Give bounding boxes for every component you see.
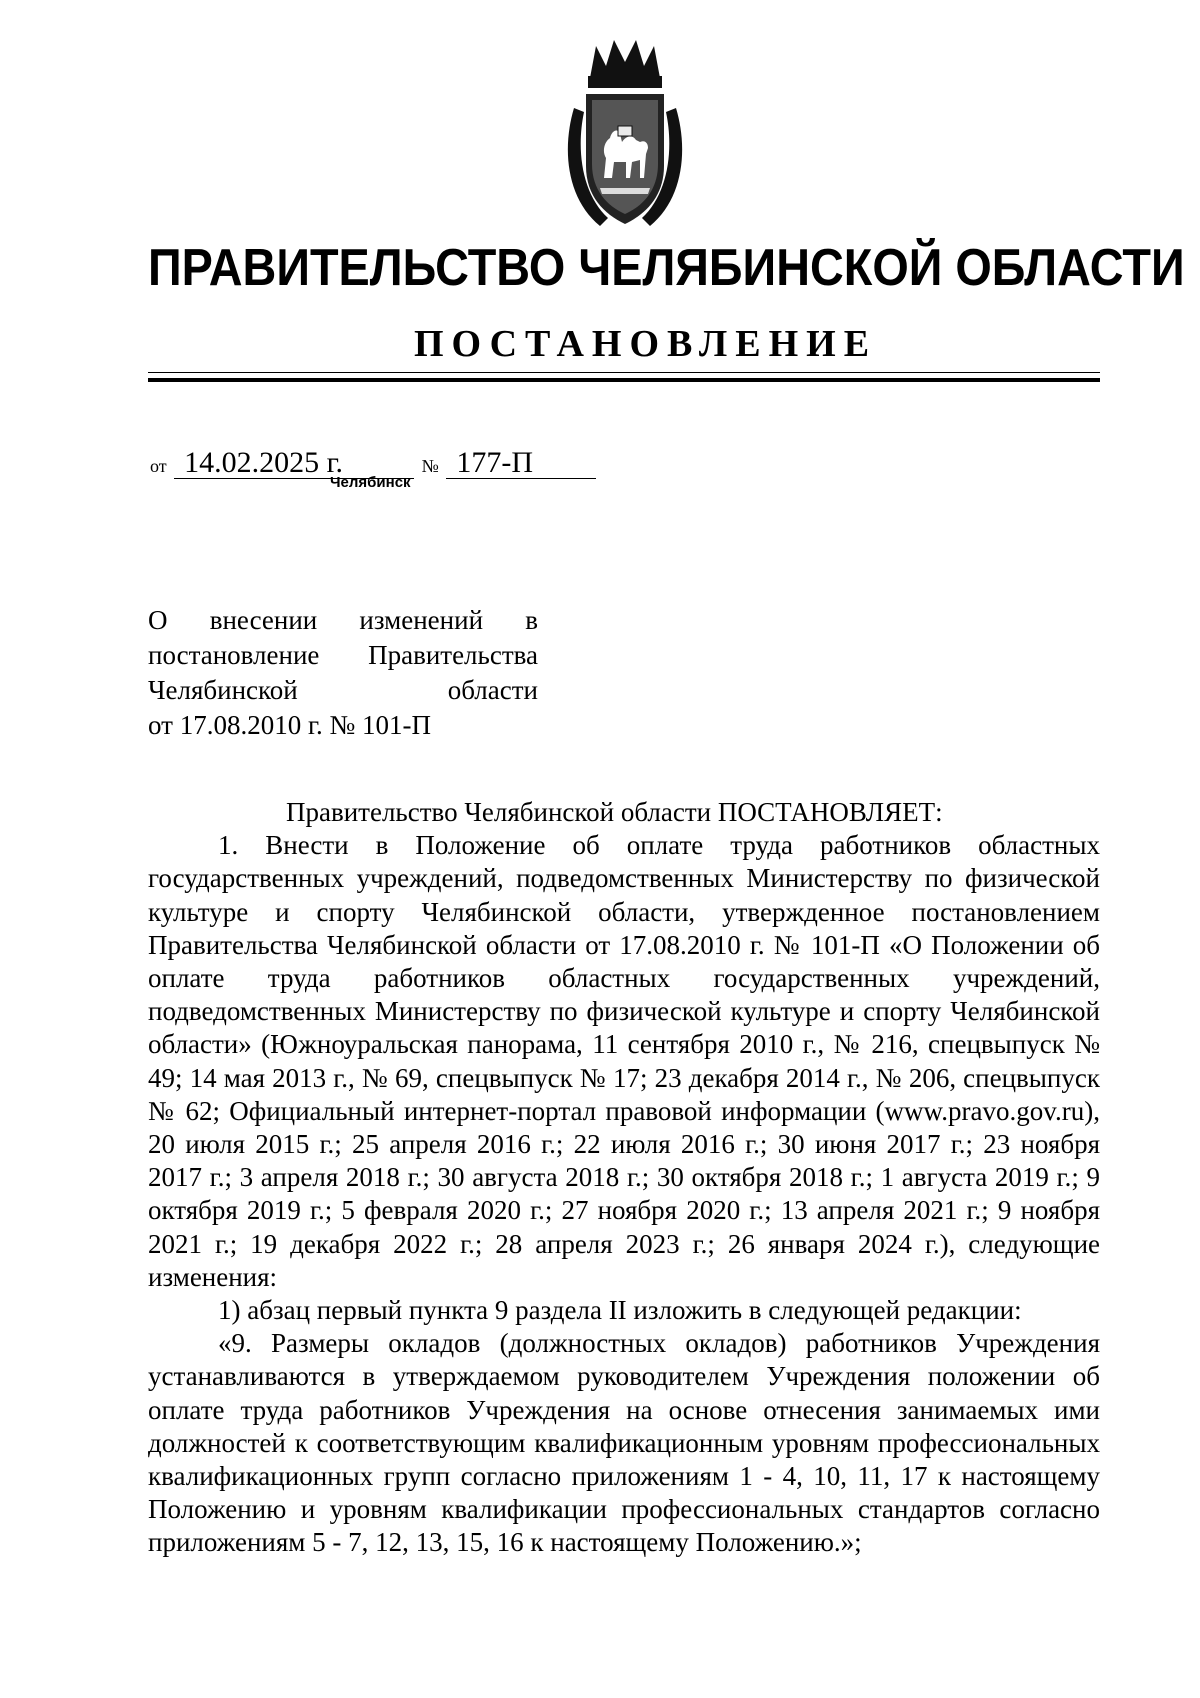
paragraph-point-1: 1. Внести в Положение об оплате труда работников областных государственных учреждений, подведомственных Министерству по физической культуре и спорту Челябинской области, утвержденное постановлением Правительства Челябинской области от 17.08.2010 г. № 101-П «О Положении об оплате труда работников областных государственных учреждений, подведомственных Министерству по физической культуре и спорту Челябинской области» (Южноуральская панорама, 11 сентября 2010 г., № 216, спецвыпуск № 49; 14 мая 2013 г., № 69, спецвыпуск № 17; 23 декабря 2014 г., № 206, спецвыпуск № 62; Официальный интернет-портал правовой информации (www.pravo.gov.ru), 20 июля 2015 г.; 25 апреля 2016 г.; 22 июля 2016 г.; 30 июня 2017 г.; 23 ноября 2017 г.; 3 апреля 2018 г.; 30 августа 2018 г.; 30 октября 2018 г.; 1 августа 2019 г.; 9 октября 2019 г.; 5 февраля 2020 г.; 27 ноября 2020 г.; 13 апреля 2021 г.; 9 ноября 2021 г.; 19 декабря 2022 г.; 28 апреля 2023 г.; 26 января 2024 г.), следующие изменения: — [148, 830, 1100, 1292]
document-city: Челябинск — [330, 474, 411, 491]
subject-line: Челябинской области — [148, 675, 538, 705]
subject-line: от 17.08.2010 г. № 101-П — [148, 710, 431, 740]
document-subject — [148, 603, 538, 743]
subject-line: О внесении изменений в — [148, 605, 538, 635]
header-rule-thin — [148, 372, 1100, 373]
number-prefix: № — [421, 456, 439, 476]
government-title: ПРАВИТЕЛЬСТВО ЧЕЛЯБИНСКОЙ ОБЛАСТИ — [148, 239, 1185, 297]
paragraph-quote: «9. Размеры окладов (должностных окладов) работников Учреждения устанавливаются в утверждаемом руководителем Учреждения положении об оплате труда работников Учреждения на основе отнесения занимаемых ими должностей к соответствующим квалификационным уровням профессиональных квалификационных групп согласно приложениям 1 - 4, 10, 11, 17 к настоящему Положению и уровням квалификации профессиональных стандартов согласно приложениям 5 - 7, 12, 13, 15, 16 к настоящему Положению.»; — [148, 1328, 1100, 1558]
paragraph-subpoint-1: 1) абзац первый пункта 9 раздела II изложить в следующей редакции: — [218, 1295, 1022, 1326]
subject-line: постановление Правительства — [148, 640, 538, 670]
decree-statement: Правительство Челябинской области ПОСТАНОВЛЯЕТ: — [286, 797, 943, 827]
document-body — [148, 796, 1100, 1560]
document-date: 14.02.2025 г. — [174, 448, 414, 479]
chelyabinsk-coat-of-arms-icon — [560, 38, 690, 236]
document-number: 177-П — [446, 448, 596, 479]
header-rule-thick — [148, 378, 1100, 382]
date-prefix: от — [150, 456, 167, 476]
document-type: ПОСТАНОВЛЕНИЕ — [414, 323, 878, 365]
